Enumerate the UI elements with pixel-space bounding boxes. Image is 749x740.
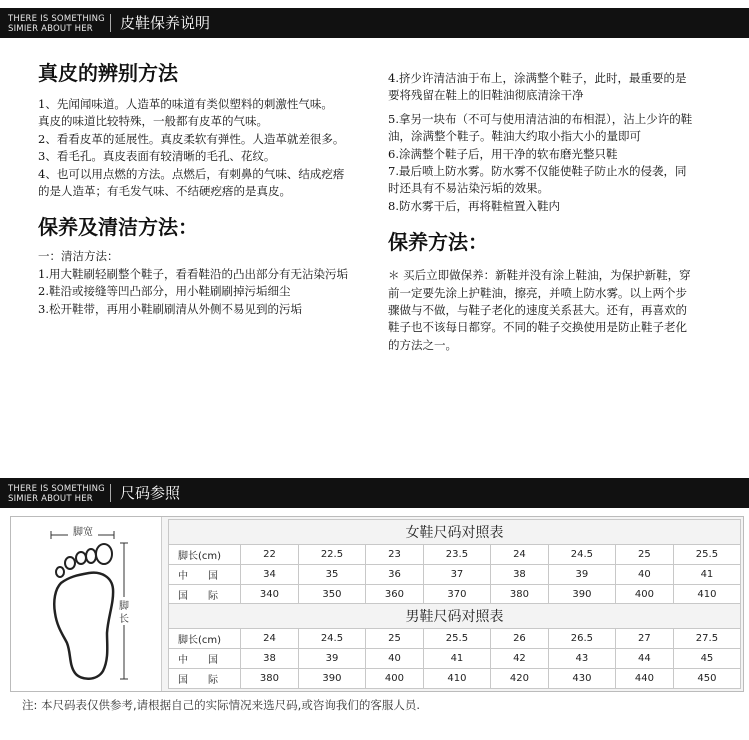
size-cell: 380 [241,669,299,689]
brand-line-2: SIMIER ABOUT HER [8,494,93,504]
table-row [169,545,741,565]
size-cell: 400 [365,669,423,689]
size-cell: 440 [615,669,673,689]
size-cell: 42 [490,649,548,669]
size-cell: 36 [365,565,423,585]
size-cell: 380 [490,585,548,605]
size-cell: 45 [673,649,740,669]
size-cell: 44 [615,649,673,669]
cleaning-step-2: 2.鞋沿或接缝等凹凸部分，用小鞋刷刷掉污垢细尘 [38,284,291,299]
women-table-title: 女鞋尺码对照表 [169,520,741,545]
size-cell: 27.5 [673,629,740,649]
size-cell: 37 [423,565,490,585]
size-cell: 39 [298,649,365,669]
size-cell: 24 [490,545,548,565]
cleaning-step-7: 7.最后喷上防水雾。防水雾不仅能使鞋子防止水的侵袭，同时还具有不易沾染污垢的效果。 [388,164,687,196]
care-banner [0,8,749,38]
cleaning-step-5: 5.拿另一块布（不可与使用清洁油的布相混），沾上少许的鞋油，涂满整个鞋子。鞋油大约取小指大小的量即可 [388,111,693,144]
identify-step-4-detail: 的是人造革；有毛发气味、不结硬疙瘩的是真皮。 [38,184,291,199]
size-cell: 23 [365,545,423,565]
table-row [169,649,741,669]
left-column [38,60,368,318]
leather-identification-heading: 真皮的辨别方法 [38,61,178,85]
size-cell: 38 [490,565,548,585]
care-cleaning-heading: 保养及清洁方法： [38,215,198,240]
women-size-table [168,519,741,605]
size-cell: 25 [365,629,423,649]
cleaning-subheading: 一：清洁方法： [38,249,119,264]
size-cell: 430 [548,669,615,689]
cleaning-step-6: 6.涂满整个鞋子后，用干净的软布磨光整只鞋 [388,146,618,161]
identify-step-1-detail: 真皮的味道比较特殊，一般都有皮革的气味。 [38,114,268,129]
brand-line-1: THERE IS SOMETHING [8,484,105,494]
size-cell: 25 [615,545,673,565]
size-cell: 26.5 [548,629,615,649]
foot-width-label: 脚宽 [73,527,93,538]
right-column [388,70,693,354]
row-label: 中 国 [169,649,241,669]
size-cell: 420 [490,669,548,689]
maintenance-heading: 保养方法： [388,230,488,255]
size-cell: 38 [241,649,299,669]
size-cell: 400 [615,585,673,605]
banner-divider [110,484,111,502]
foot-length-label: 脚长 [119,601,129,625]
size-cell: 450 [673,669,740,689]
cleaning-step-1: 1.用大鞋刷轻刷整个鞋子，看看鞋沿的凸出部分有无沾染污垢 [38,266,348,281]
size-cell: 27 [615,629,673,649]
size-cell: 24.5 [298,629,365,649]
size-cell: 370 [423,585,490,605]
size-cell: 340 [241,585,299,605]
size-cell: 390 [298,669,365,689]
row-label: 脚长(cm) [169,629,241,649]
size-cell: 25.5 [673,545,740,565]
size-cell: 410 [423,669,490,689]
row-label: 国 际 [169,669,241,689]
brand-line-2: SIMIER ABOUT HER [8,24,93,34]
table-row [169,669,741,689]
banner-divider [110,14,111,32]
identify-step-1: 1、先闻闻味道。人造革的味道有类似塑料的刺激性气味。 [38,97,333,111]
size-cell: 40 [615,565,673,585]
size-cell: 34 [241,565,299,585]
identify-step-4: 4、也可以用点燃的方法。点燃后，有刺鼻的气味、结成疙瘩 [38,166,345,181]
size-cell: 410 [673,585,740,605]
men-size-table [168,603,741,689]
size-cell: 41 [423,649,490,669]
care-banner-title: 皮鞋保养说明 [120,14,211,32]
table-row [169,585,741,605]
identify-step-3: 3、看毛孔。真皮表面有较清晰的毛孔、花纹。 [38,149,276,164]
brand-slogan [8,484,105,504]
foot-measurement-diagram [11,517,162,691]
size-cell: 35 [298,565,365,585]
table-row [169,565,741,585]
size-banner-title: 尺码参照 [120,484,181,502]
size-cell: 24 [241,629,299,649]
size-cell: 23.5 [423,545,490,565]
size-banner [0,478,749,508]
maintenance-text: ＊ 买后立即做保养：新鞋并没有涂上鞋油，为保护新鞋，穿前一定要先涂上护鞋油，擦亮，并喷上防水雾。以上两个步骤做与不做，与鞋子老化的速度关系甚大。还有，再喜欢的鞋子也不该每日都穿。不同的鞋子交换使用是防止鞋子老化的方法之一。 [388,268,691,352]
size-cell: 40 [365,649,423,669]
size-cell: 350 [298,585,365,605]
men-table-title: 男鞋尺码对照表 [169,604,741,629]
brand-line-1: THERE IS SOMETHING [8,14,105,24]
size-cell: 360 [365,585,423,605]
cleaning-step-3: 3.松开鞋带，再用小鞋刷刷清从外侧不易见到的污垢 [38,301,302,316]
size-cell: 390 [548,585,615,605]
size-cell: 24.5 [548,545,615,565]
row-label: 脚长(cm) [169,545,241,565]
size-chart-area [10,516,744,692]
size-disclaimer-note: 注: 本尺码表仅供参考,请根据自己的实际情况来选尺码,或咨询我们的客服人员. [22,698,420,712]
size-cell: 39 [548,565,615,585]
size-cell: 43 [548,649,615,669]
table-row [169,629,741,649]
size-cell: 25.5 [423,629,490,649]
cleaning-step-8: 8.防水雾干后，再将鞋楦置入鞋内 [388,198,560,213]
brand-slogan [8,14,105,34]
row-label: 中 国 [169,565,241,585]
size-cell: 26 [490,629,548,649]
size-cell: 22 [241,545,299,565]
foot-outline-icon [11,517,161,691]
identify-step-2: 2、看看皮革的延展性。真皮柔软有弹性。人造革就差很多。 [38,131,345,146]
row-label: 国 际 [169,585,241,605]
size-cell: 22.5 [298,545,365,565]
size-cell: 41 [673,565,740,585]
cleaning-step-4: 4.挤少许清洁油于布上，涂满整个鞋子，此时，最重要的是要将残留在鞋上的旧鞋油彻底清涂干净 [388,71,687,103]
